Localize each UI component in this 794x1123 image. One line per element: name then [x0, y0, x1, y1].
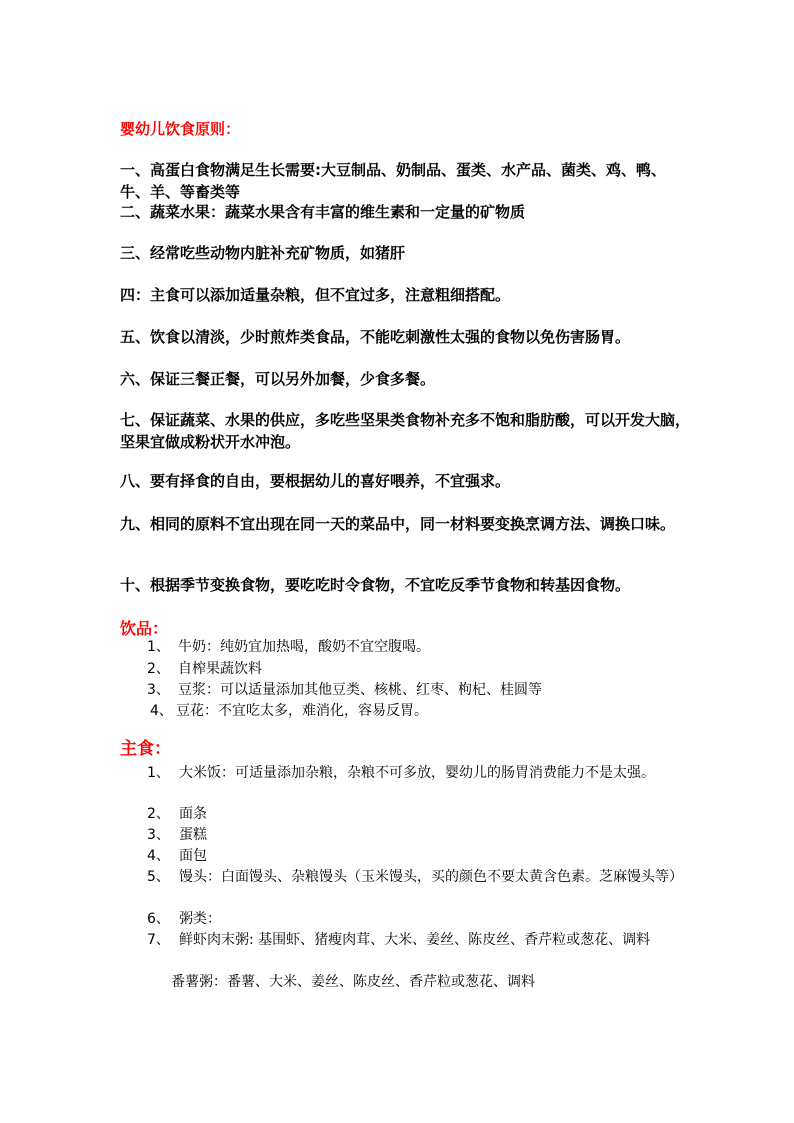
principle-6: 六、保证三餐正餐，可以另外加餐，少食多餐。: [120, 370, 436, 388]
list-text: 馒头：白面馒头、杂粮馒头（玉米馒头，买的颜色不要太黄含色素。芝麻馒头等）: [179, 869, 683, 885]
list-text: 鲜虾肉末粥: 基围虾、猪瘦肉茸、大米、姜丝、陈皮丝、香芹粒或葱花、调料: [179, 932, 651, 948]
principle-10: 十、根据季节变换食物，要吃吃时令食物，不宜吃反季节食物和转基因食物。: [120, 576, 631, 594]
staples-heading: 主食：: [120, 739, 171, 759]
list-text: 番薯粥：番薯、大米、姜丝、陈皮丝、香芹粒或葱花、调料: [171, 974, 535, 990]
list-number: 1、: [147, 639, 170, 655]
list-text: 自榨果蔬饮料: [178, 661, 262, 677]
list-number: 7、: [147, 932, 170, 948]
principle-5: 五、饮食以清淡，少时煎炸类食品，不能吃刺激性太强的食物以免伤害肠胃。: [120, 328, 631, 346]
staple-item-1: [147, 763, 687, 807]
staple-item-7: [147, 930, 687, 974]
list-text: 蛋糕: [179, 827, 207, 843]
principle-3: 三、经常吃些动物内脏补充矿物质，如猪肝: [120, 244, 406, 262]
principle-1: 一、高蛋白食物满足生长需要:大豆制品、奶制品、蛋类、水产品、菌类、鸡、鸭、牛、羊、等畜类等: [120, 161, 667, 201]
principle-7: 七、保证蔬菜、水果的供应，多吃些坚果类食物补充多不饱和脂肪酸，可以开发大脑，坚果宜做成粉状开水冲泡。: [120, 411, 691, 451]
staple-item-5: [147, 867, 687, 911]
list-text: 大米饭：可适量添加杂粮，杂粮不可多放，婴幼儿的肠胃消费能力不是太强。: [179, 765, 655, 781]
list-number: 3、: [147, 827, 170, 843]
principle-9: 九、相同的原料不宜出现在同一天的菜品中，同一材料要变换烹调方法、调换口味。: [120, 515, 676, 533]
list-text: 豆浆：可以适量添加其他豆类、核桃、红枣、枸杞、桂圆等: [178, 682, 542, 698]
list-number: 1、: [147, 765, 170, 781]
drinks-heading: 饮品：: [120, 619, 169, 638]
list-text: 面包: [179, 848, 207, 864]
list-text: 牛奶：纯奶宜加热喝，酸奶不宜空腹喝。: [178, 639, 430, 655]
list-number: 2、: [147, 806, 170, 822]
list-text: 豆花：不宜吃太多，难消化，容易反胃。: [176, 703, 428, 719]
list-number: 5、: [147, 869, 170, 885]
document-title: 婴幼儿饮食原则：: [120, 120, 241, 138]
list-number: 3、: [147, 682, 170, 698]
list-number: 4、: [147, 848, 170, 864]
principle-2: 二、蔬菜水果：蔬菜水果含有丰富的维生素和一定量的矿物质: [120, 203, 526, 221]
principle-4: 四：主食可以添加适量杂粮，但不宜过多，注意粗细搭配。: [120, 286, 511, 304]
principle-8: 八、要有择食的自由，要根据幼儿的喜好喂养，不宜强求。: [120, 472, 511, 490]
list-number: 4、: [150, 703, 173, 719]
list-text: 面条: [179, 806, 207, 822]
list-text: 粥类：: [179, 911, 221, 927]
list-number: 2、: [147, 661, 170, 677]
list-number: 6、: [147, 911, 170, 927]
